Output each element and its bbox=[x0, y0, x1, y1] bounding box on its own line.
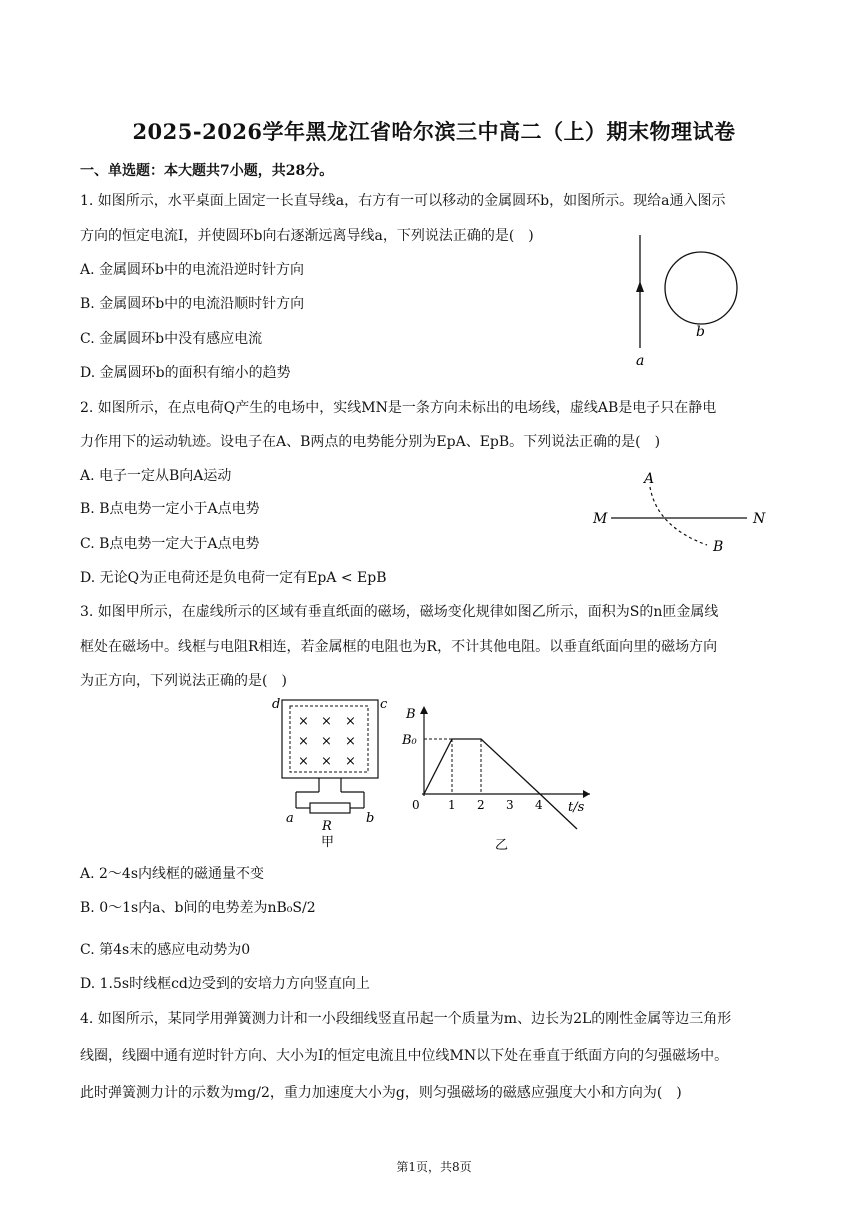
q1-option-d: D. 金属圆环b的面积有缩小的趋势 bbox=[80, 365, 291, 381]
tick-2: 2 bbox=[477, 798, 485, 812]
field-crosses bbox=[298, 714, 356, 769]
q2-option-d: D. 无论Q为正电荷还是负电荷一定有EpA < EpB bbox=[80, 570, 387, 586]
page-footer: 第1页，共8页 bbox=[396, 1160, 472, 1174]
q1-text-line-1: 1. 如图所示，水平桌面上固定一长直导线a，右方有一可以移动的金属圆环b，如图所示。现给a通入图示 bbox=[80, 193, 726, 209]
cross-icon: × bbox=[345, 734, 356, 749]
q3-text-line-2: 框处在磁场中。线框与电阻R相连，若金属框的电阻也为R，不计其他电阻。以垂直纸面向里的磁场方向 bbox=[80, 639, 718, 655]
q2-option-a: A. 电子一定从B向A运动 bbox=[80, 468, 232, 484]
cross-icon: × bbox=[298, 734, 309, 749]
q3-option-d: D. 1.5s时线框cd边受到的安培力方向竖直向上 bbox=[80, 976, 370, 992]
q4-text-line-3: 此时弹簧测力计的示数为mg/2，重力加速度大小为g，则匀强磁场的磁感应强度大小和方向为( ) bbox=[80, 1085, 682, 1101]
b0-label: B₀ bbox=[402, 733, 417, 748]
t-axis-label: t/s bbox=[568, 800, 585, 815]
point-a-label: A bbox=[644, 471, 655, 487]
section-heading: 一、单选题：本大题共7小题，共28分。 bbox=[80, 163, 334, 179]
point-b-label: B bbox=[713, 539, 724, 555]
q2-option-b: B. B点电势一定小于A点电势 bbox=[80, 501, 260, 517]
resistor-r bbox=[310, 803, 350, 813]
b-axis-label: B bbox=[406, 707, 416, 722]
page-title: 2025-2026学年黑龙江省哈尔滨三中高二（上）期末物理试卷 bbox=[132, 119, 736, 144]
t-axis-arrow-icon bbox=[583, 790, 590, 798]
point-n-label: N bbox=[753, 511, 766, 527]
cross-icon: × bbox=[321, 714, 332, 729]
cross-icon: × bbox=[321, 754, 332, 769]
caption-yi: 乙 bbox=[495, 838, 509, 852]
q3-text-line-3: 为正方向，下列说法正确的是( ) bbox=[80, 673, 287, 689]
b-axis-arrow-icon bbox=[420, 706, 428, 714]
cross-icon: × bbox=[345, 714, 356, 729]
q1-option-c: C. 金属圆环b中没有感应电流 bbox=[80, 331, 263, 347]
q2-text-line-1: 2. 如图所示，在点电荷Q产生的电场中，实线MN是一条方向未标出的电场线，虚线AB是电子只在静电 bbox=[80, 400, 717, 416]
q3-option-a: A. 2～4s内线框的磁通量不变 bbox=[80, 866, 265, 882]
label-b: b bbox=[366, 811, 375, 826]
q2-figure bbox=[585, 465, 775, 560]
label-r: R bbox=[322, 819, 332, 834]
q1-option-b: B. 金属圆环b中的电流沿顺时针方向 bbox=[80, 296, 305, 312]
q1-figure bbox=[620, 225, 740, 370]
q3-figure-yi bbox=[400, 702, 595, 852]
q2-option-c: C. B点电势一定大于A点电势 bbox=[80, 536, 260, 552]
ring-b-label: b bbox=[696, 324, 705, 340]
b-t-curve bbox=[424, 739, 577, 829]
q3-figure-jia bbox=[268, 692, 393, 852]
tick-1: 1 bbox=[448, 798, 456, 812]
q1-option-a: A. 金属圆环b中的电流沿逆时针方向 bbox=[80, 262, 304, 278]
label-c: c bbox=[380, 697, 388, 712]
cross-icon: × bbox=[345, 754, 356, 769]
q3-text-line-1: 3. 如图甲所示，在虚线所示的区域有垂直纸面的磁场，磁场变化规律如图乙所示，面积为S的n匝金属线 bbox=[80, 604, 719, 620]
current-arrow-icon bbox=[636, 281, 644, 292]
wire-a-label: a bbox=[636, 353, 645, 369]
label-d: d bbox=[272, 697, 281, 712]
q4-text-line-1: 4. 如图所示，某同学用弹簧测力计和一小段细线竖直吊起一个质量为m、边长为2L的刚性金属等边三角形 bbox=[80, 1011, 732, 1027]
point-m-label: M bbox=[593, 511, 608, 527]
q3-option-c: C. 第4s末的感应电动势为0 bbox=[80, 942, 251, 958]
cross-icon: × bbox=[298, 754, 309, 769]
cross-icon: × bbox=[321, 734, 332, 749]
q3-option-b: B. 0～1s内a、b间的电势差为nB₀S/2 bbox=[80, 900, 316, 916]
cross-icon: × bbox=[298, 714, 309, 729]
ring-b bbox=[665, 252, 737, 324]
tick-4: 4 bbox=[535, 798, 543, 812]
q4-text-line-2: 线圈，线圈中通有逆时针方向、大小为I的恒定电流且中位线MN以下处在垂直于纸面方向的匀强磁场中。 bbox=[80, 1048, 729, 1064]
tick-3: 3 bbox=[506, 798, 514, 812]
tick-0: 0 bbox=[412, 798, 420, 812]
q2-text-line-2: 力作用下的运动轨迹。设电子在A、B两点的电势能分别为EpA、EpB。下列说法正确的是( ) bbox=[80, 434, 661, 450]
caption-jia: 甲 bbox=[321, 835, 335, 850]
q1-text-line-2: 方向的恒定电流I，并使圆环b向右逐渐远离导线a，下列说法正确的是( ) bbox=[80, 228, 534, 244]
label-a: a bbox=[286, 811, 294, 826]
trajectory-ab bbox=[650, 487, 707, 545]
